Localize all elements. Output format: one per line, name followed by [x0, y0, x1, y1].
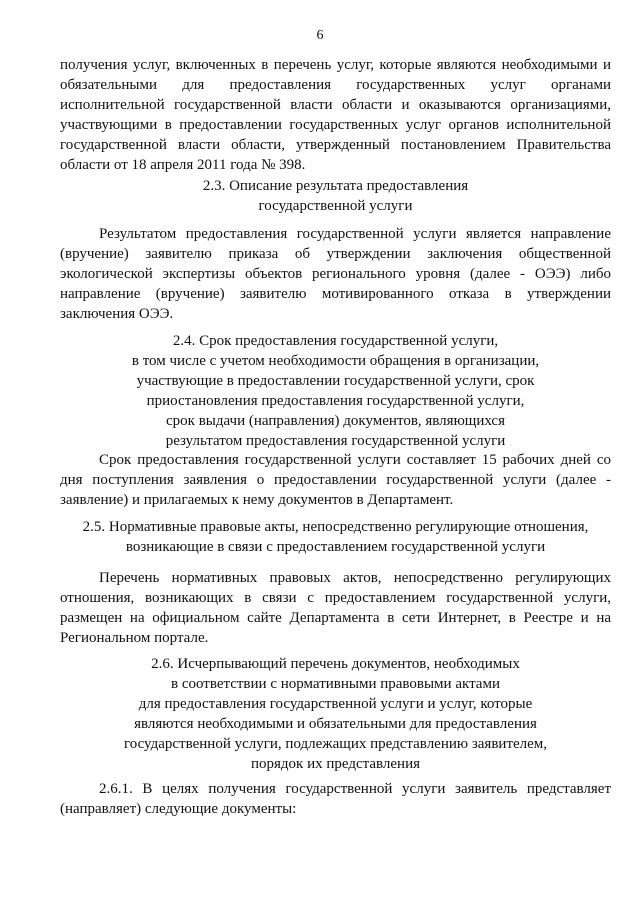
- heading-line: срок выдачи (направления) документов, являющихся: [166, 413, 505, 429]
- section-2-4-body: Срок предоставления государственной услуги составляет 15 рабочих дней со дня поступления заявления о предоставлении государственной услуги (далее - заявление) и прилагаемых к нему документов в Департамент.: [60, 452, 611, 508]
- section-2-4-heading: [60, 331, 611, 451]
- heading-line: участвующие в предоставлении государственной услуги, срок: [136, 373, 535, 389]
- heading-line: являются необходимыми и обязательными для предоставления: [134, 716, 537, 732]
- section-2-6-heading: [60, 654, 611, 774]
- heading-line: приостановления предоставления государственной услуги,: [146, 393, 525, 409]
- page-number: 6: [316, 28, 324, 43]
- heading-line: 2.6. Исчерпывающий перечень документов, необходимых: [151, 656, 520, 672]
- heading-line: 2.3. Описание результата предоставления: [202, 178, 469, 194]
- heading-line: государственной услуги: [258, 198, 413, 214]
- heading-line: для предоставления государственной услуги и услуг, которые: [138, 696, 533, 712]
- section-2-3-body: Результатом предоставления государственной услуги является направление (вручение) заявителю приказа об утверждении заключения общественной экологической экспертизы объектов регионального уровня (далее - ОЭЭ) либо направление (вручение) заявителю мотивированного отказа в утверждении заключения ОЭЭ.: [60, 226, 611, 322]
- section-2-3-heading: [60, 176, 611, 216]
- intro-paragraph: получения услуг, включенных в перечень услуг, которые являются необходимыми и обязательными для предоставления государственных услуг органами исполнительной государственной власти области и оказываются организациями, участвующими в предоставлении государственных услуг органов исполнительной государственной власти области, утвержденный постановлением Правительства области от 18 апреля 2011 года № 398.: [60, 57, 611, 173]
- heading-line: в соответствии с нормативными правовыми актами: [170, 676, 500, 692]
- heading-line: 2.5. Нормативные правовые акты, непосредственно регулирующие отношения,: [82, 519, 589, 535]
- heading-line: в том числе с учетом необходимости обращения в организации,: [131, 353, 540, 369]
- section-2-6-1-body: 2.6.1. В целях получения государственной услуги заявитель представляет (направляет) следующие документы:: [60, 781, 611, 817]
- heading-line: порядок их представления: [250, 756, 421, 772]
- heading-line: 2.4. Срок предоставления государственной услуги,: [172, 333, 499, 349]
- section-2-5-body: Перечень нормативных правовых актов, непосредственно регулирующих отношения, возникающих в связи с предоставлением государственной услуги, размещен на официальном сайте Департамента в сети Интернет, в Реестре и на Региональном портале.: [60, 570, 611, 646]
- heading-line: государственной услуги, подлежащих представлению заявителем,: [123, 736, 548, 752]
- heading-line: возникающие в связи с предоставлением государственной услуги: [125, 539, 546, 555]
- heading-line: результатом предоставления государственной услуги: [165, 433, 506, 449]
- section-2-5-heading: [60, 517, 611, 557]
